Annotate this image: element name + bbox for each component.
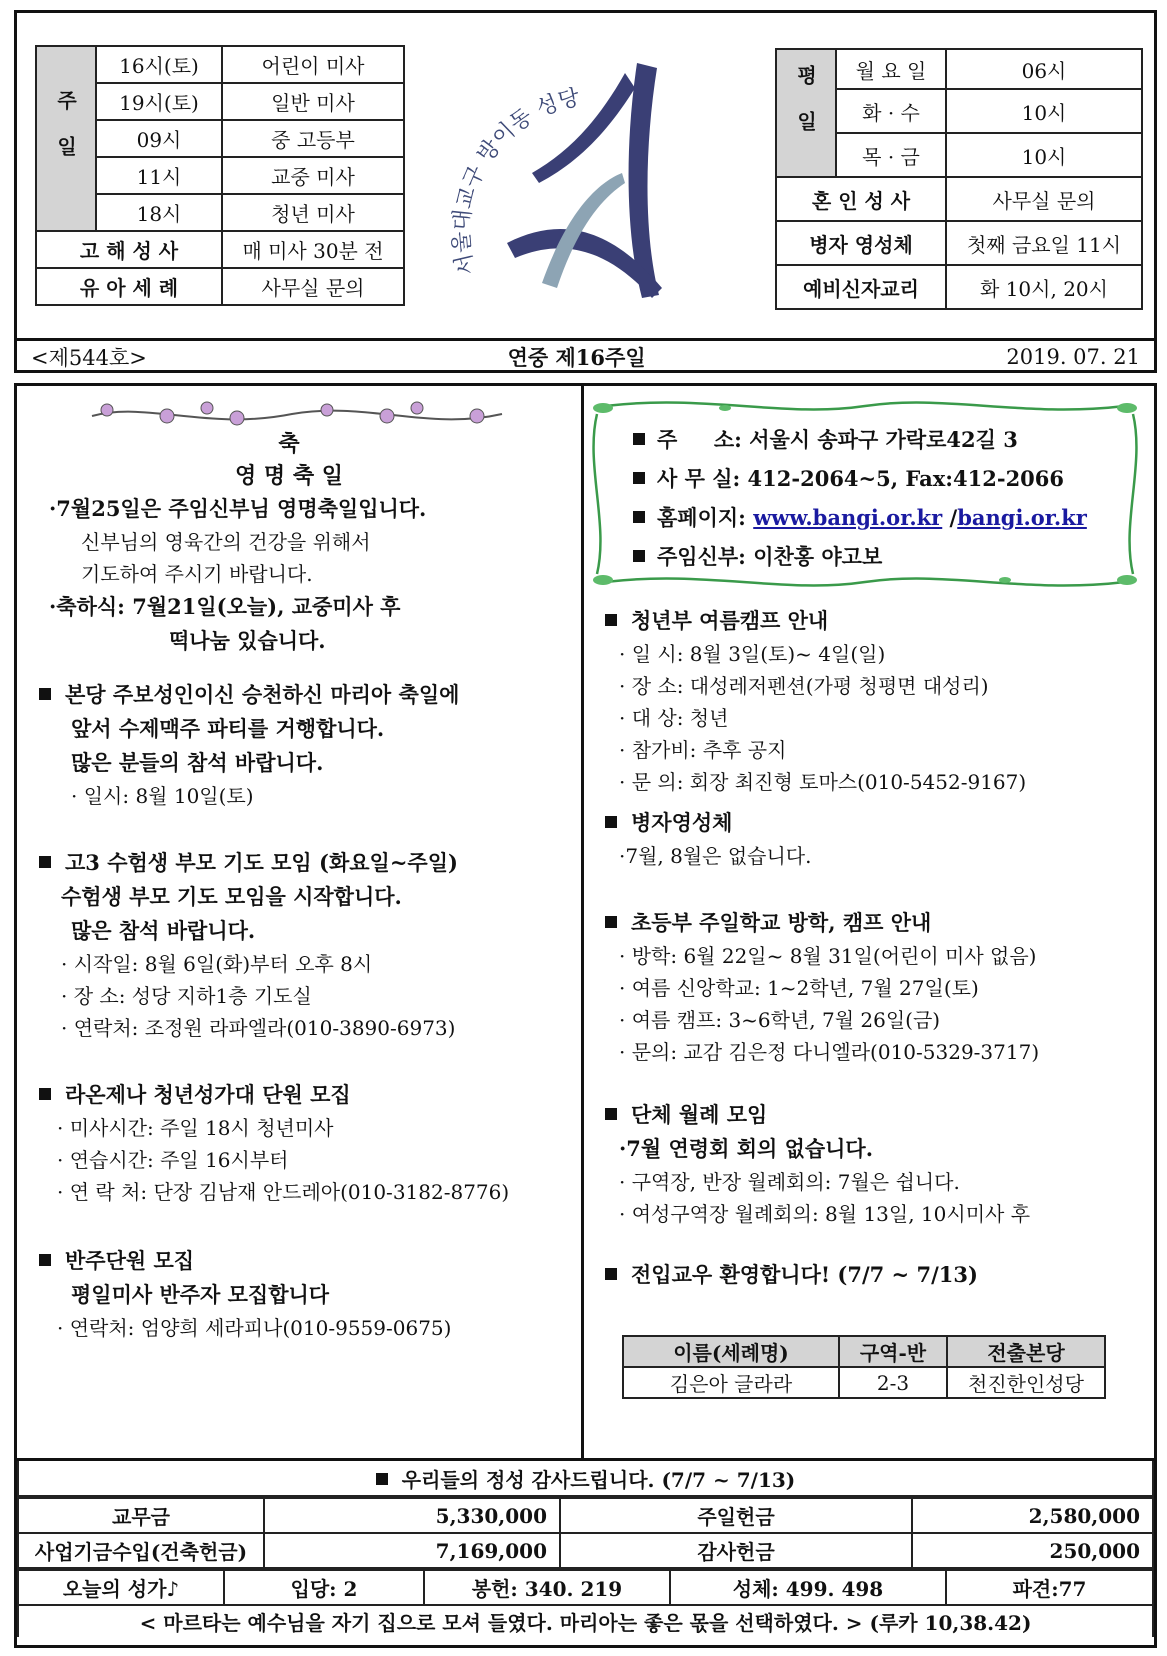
feast-section: ·7월25일은 주임신부님 영명축일입니다. 신부님의 영육간의 건강을 위해서 기도하여 주시기 바랍니다. ·축하식: 7월21일(오늘), 교중미사 후 떡나눔 있습니다. <box>49 496 427 653</box>
weekday-mass-table <box>775 48 1143 310</box>
mass-name: 교중 미사 <box>222 157 404 194</box>
square-bullet-icon <box>605 1108 617 1120</box>
issue-bar <box>17 338 1154 373</box>
marriage-label: 혼 인 성 사 <box>776 177 946 221</box>
hymn-label: 오늘의 성가♪ <box>18 1570 224 1605</box>
homepage-label: 홈페이지: <box>657 505 746 530</box>
sunday-school-section: 초등부 주일학교 방학, 캠프 안내 · 방학: 6월 22일~ 8월 31일(어린이 미사 없음) · 여름 신앙학교: 1~2학년, 7월 27일(토) · 여름 캠프: 3~6학년, 7월 26일(금) · 문의: 교감 김은정 다니엘라(010-5329-3717) <box>605 906 1039 1068</box>
table-row <box>623 1367 1105 1398</box>
mass-time: 19시(토) <box>96 83 222 120</box>
offering-amounts <box>17 1497 1154 1569</box>
pastor-label: 주임신부: <box>657 544 746 569</box>
mass-name: 중 고등부 <box>222 120 404 157</box>
sick-communion-section: 병자영성체 ·7월, 8월은 없습니다. <box>605 806 811 872</box>
monthly-meeting-section: 단체 월례 모임 ·7월 연령회 회의 없습니다. · 구역장, 반장 월례회의: 7월은 쉽니다. · 여성구역장 월례회의: 8월 13일, 10시미사 후 <box>605 1098 1030 1230</box>
square-bullet-icon <box>605 614 617 626</box>
welcome-section: 전입교우 환영합니다! (7/7 ~ 7/13) <box>605 1258 978 1292</box>
offering-title: 우리들의 정성 감사드립니다. (7/7 ~ 7/13) <box>18 1461 1153 1496</box>
offering-amount: 5,330,000 <box>264 1498 560 1533</box>
square-bullet-icon <box>39 1254 51 1266</box>
offering-amount: 250,000 <box>912 1533 1153 1568</box>
weekday-label-cell: 평일 <box>776 49 836 177</box>
infant-baptism-label: 유 아 세 례 <box>36 268 222 305</box>
weekday-time: 10시 <box>946 133 1142 177</box>
offering-amount: 7,169,000 <box>264 1533 560 1568</box>
square-bullet-icon <box>633 472 645 484</box>
offering-label: 감사헌금 <box>560 1533 912 1568</box>
infant-baptism-value: 사무실 문의 <box>222 268 404 305</box>
weekday-day: 화 · 수 <box>836 89 946 133</box>
parish-logo <box>447 33 687 333</box>
mass-name: 일반 미사 <box>222 83 404 120</box>
confession-value: 매 미사 30분 전 <box>222 231 404 268</box>
hymn-entrance: 입당: 2 <box>224 1570 424 1605</box>
transfer-cell: 2-3 <box>839 1367 947 1398</box>
transfer-header: 전출본당 <box>947 1336 1105 1367</box>
exam-prayer-section: 고3 수험생 부모 기도 모임 (화요일~주일) 수험생 부모 기도 모임을 시작합니다. 많은 참석 바랍니다. · 시작일: 8월 6일(화)부터 오후 8시 · 장 소: 성당 지하1층 기도실 · 연락처: 조정원 라파엘라(010-3890-6973) <box>39 846 458 1044</box>
logo-text: 서울대교구 방이동 성당 <box>449 85 582 278</box>
youth-camp-section: 청년부 여름캠프 안내 · 일 시: 8월 3일(토)~ 4일(일) · 장 소: 대성레저펜션(가평 청평면 대성리) · 대 상: 청년 · 참가비: 추후 공지 · 문 의: 회장 최진형 토마스(010-5452-9167) <box>605 604 1026 798</box>
week-title: 연중 제16주일 <box>507 345 646 370</box>
accompanist-section: 반주단원 모집 평일미사 반주자 모집합니다 · 연락처: 엄양희 세라피나(010-9559-0675) <box>39 1244 451 1344</box>
square-bullet-icon <box>39 1088 51 1100</box>
mass-name: 어린이 미사 <box>222 46 404 83</box>
pastor-value: 이찬홍 야고보 <box>753 544 883 569</box>
weekday-day: 월 요 일 <box>836 49 946 89</box>
offering-label: 주일헌금 <box>560 1498 912 1533</box>
gospel-quote: < 마르타는 예수님을 자기 집으로 모셔 들였다. 마리아는 좋은 몫을 선택하였다. > (루카 10,38.42) <box>18 1605 1153 1637</box>
parish-info-box: 주 소: 서울시 송파구 가락로42길 3 사 무 실: 412-2064~5, Fax:412-2066 홈페이지: www.bangi.or.kr /bangi.or.kr 주임신부: 이찬홍 야고보 <box>609 404 1137 586</box>
square-bullet-icon <box>605 816 617 828</box>
column-divider <box>581 386 584 1458</box>
homepage-link[interactable]: www.bangi.or.kr <box>753 505 943 530</box>
office-label: 사 무 실: <box>657 466 741 491</box>
mass-time: 18시 <box>96 194 222 231</box>
transfer-cell: 김은아 글라라 <box>623 1367 839 1398</box>
mass-time: 11시 <box>96 157 222 194</box>
sick-communion-value: 첫째 금요일 11시 <box>946 221 1142 265</box>
offering-amount: 2,580,000 <box>912 1498 1153 1533</box>
transfer-table <box>622 1335 1106 1399</box>
office-value: 412-2064~5, Fax:412-2066 <box>747 466 1065 491</box>
square-bullet-icon <box>39 856 51 868</box>
address-value: 서울시 송파구 가락로42길 3 <box>749 427 1018 452</box>
confession-label: 고 해 성 사 <box>36 231 222 268</box>
feast-title: 축 영 명 축 일 <box>235 431 343 489</box>
mass-time: 09시 <box>96 120 222 157</box>
catechism-label: 예비신자교리 <box>776 265 946 309</box>
offering-label: 사업기금수입(건축헌금) <box>18 1533 264 1568</box>
issue-number: <제544호> <box>31 346 147 370</box>
bulletin-date: 2019. 07. 21 <box>1006 345 1140 369</box>
floral-ornament <box>87 396 507 432</box>
hymn-offertory: 봉헌: 340. 219 <box>424 1570 670 1605</box>
square-bullet-icon <box>633 433 645 445</box>
catechism-value: 화 10시, 20시 <box>946 265 1142 309</box>
header <box>14 10 1157 373</box>
weekday-day: 목 · 금 <box>836 133 946 177</box>
hymn-recessional: 파견:77 <box>946 1570 1153 1605</box>
square-bullet-icon <box>39 688 51 700</box>
weekday-time: 06시 <box>946 49 1142 89</box>
square-bullet-icon <box>633 511 645 523</box>
marriage-value: 사무실 문의 <box>946 177 1142 221</box>
sunday-label-cell: 주일 <box>36 46 96 231</box>
choir-section: 라온제나 청년성가대 단원 모집 · 미사시간: 주일 18시 청년미사 · 연습시간: 주일 16시부터 · 연 락 처: 단장 김남재 안드레아(010-3182-8776) <box>39 1078 509 1208</box>
offering-footer <box>14 1461 1157 1648</box>
hymn-row <box>17 1569 1154 1637</box>
weekday-time: 10시 <box>946 89 1142 133</box>
sick-communion-label: 병자 영성체 <box>776 221 946 265</box>
square-bullet-icon <box>633 550 645 562</box>
transfer-header: 구역-반 <box>839 1336 947 1367</box>
square-bullet-icon <box>376 1473 388 1485</box>
square-bullet-icon <box>605 1268 617 1280</box>
transfer-header: 이름(세례명) <box>623 1336 839 1367</box>
transfer-cell: 천진한인성당 <box>947 1367 1105 1398</box>
mass-time: 16시(토) <box>96 46 222 83</box>
homepage-link-short[interactable]: bangi.or.kr <box>957 505 1087 530</box>
square-bullet-icon <box>605 916 617 928</box>
offering-label: 교무금 <box>18 1498 264 1533</box>
sunday-mass-table <box>35 45 405 306</box>
assumption-section: 본당 주보성인이신 승천하신 마리아 축일에 앞서 수제맥주 파티를 거행합니다. 많은 분들의 참석 바랍니다. · 일시: 8월 10일(토) <box>39 678 459 812</box>
main-content <box>14 383 1157 1461</box>
hymn-communion: 성체: 499. 498 <box>670 1570 946 1605</box>
mass-name: 청년 미사 <box>222 194 404 231</box>
address-label: 주 소: <box>657 427 742 452</box>
offering-table <box>17 1461 1154 1497</box>
